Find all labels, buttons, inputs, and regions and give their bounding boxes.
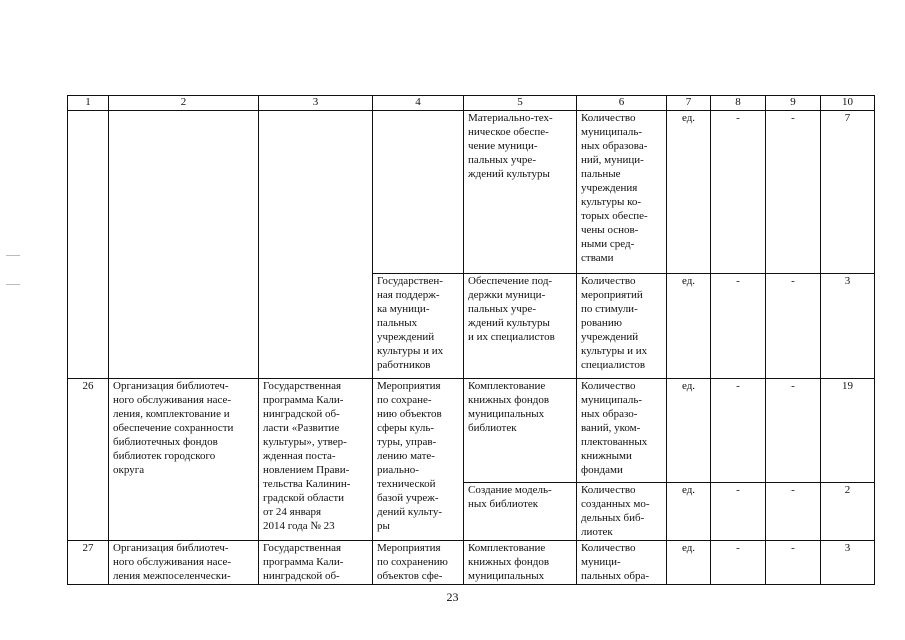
indicator-cell: Количество муници- пальных обра- xyxy=(577,541,667,585)
column-number: 6 xyxy=(577,96,667,111)
value-cell: - xyxy=(766,541,821,585)
direction-cell: Создание модель- ных библиотек xyxy=(464,483,577,541)
table-row xyxy=(68,379,875,483)
value-cell: 3 xyxy=(821,541,875,585)
value-cell: - xyxy=(766,274,821,379)
value-cell: - xyxy=(766,379,821,483)
activity-cell: Организация библиотеч- ного обслуживания насе- ления межпоселенчески- xyxy=(109,541,259,585)
direction-cell: Обеспечение под- держки муници- пальных учре- ждений культуры и их специалистов xyxy=(464,274,577,379)
column-number: 2 xyxy=(109,96,259,111)
page-number: 23 xyxy=(446,590,459,604)
value-cell: 19 xyxy=(821,379,875,483)
column-number-row xyxy=(68,96,875,111)
direction-cell: Комплектование книжных фондов муниципальных xyxy=(464,541,577,585)
column-number: 8 xyxy=(711,96,766,111)
activity-cell xyxy=(109,111,259,379)
scan-edge-mark xyxy=(6,284,20,285)
column-number: 1 xyxy=(68,96,109,111)
value-cell: - xyxy=(766,483,821,541)
program-cell: Государственная программа Кали- нинградской об- xyxy=(259,541,373,585)
measure-cell: Государствен- ная поддерж- ка муници- пальных учреждений культуры и их работников xyxy=(373,274,464,379)
unit-cell: ед. xyxy=(667,379,711,483)
scan-edge-mark xyxy=(6,255,20,256)
column-number: 9 xyxy=(766,96,821,111)
row-number-cell: 27 xyxy=(68,541,109,585)
indicator-cell: Количество мероприятий по стимули- рованию учреждений культуры и их специалистов xyxy=(577,274,667,379)
unit-cell: ед. xyxy=(667,274,711,379)
value-cell: - xyxy=(711,274,766,379)
value-cell: - xyxy=(711,111,766,274)
direction-cell: Материально-тех- ническое обеспе- чение муници- пальных учре- ждений культуры xyxy=(464,111,577,274)
column-number: 3 xyxy=(259,96,373,111)
value-cell: - xyxy=(711,379,766,483)
indicator-cell: Количество созданных мо- дельных биб- лиотек xyxy=(577,483,667,541)
measure-cell: Мероприятия по сохранению объектов сфе- xyxy=(373,541,464,585)
indicator-cell: Количество муниципаль- ных образова- ний, муници- пальные учреждения культуры ко- торых обеспе- чены основ- ными сред- ствами xyxy=(577,111,667,274)
row-number-cell xyxy=(68,111,109,379)
indicator-cell: Количество муниципаль- ных образо- ваний, уком- плектованных книжными фондами xyxy=(577,379,667,483)
column-number: 10 xyxy=(821,96,875,111)
table-row xyxy=(68,541,875,585)
unit-cell: ед. xyxy=(667,483,711,541)
column-number: 4 xyxy=(373,96,464,111)
value-cell: - xyxy=(766,111,821,274)
value-cell: 2 xyxy=(821,483,875,541)
table-row xyxy=(68,111,875,274)
value-cell: - xyxy=(711,483,766,541)
value-cell: - xyxy=(711,541,766,585)
value-cell: 7 xyxy=(821,111,875,274)
measure-cell xyxy=(373,111,464,274)
column-number: 7 xyxy=(667,96,711,111)
unit-cell: ед. xyxy=(667,541,711,585)
program-table xyxy=(67,95,875,585)
measure-cell: Мероприятия по сохране- нию объектов сферы куль- туры, управ- лению мате- риально- технической базой учреж- дений культу- ры xyxy=(373,379,464,541)
direction-cell: Комплектование книжных фондов муниципальных библиотек xyxy=(464,379,577,483)
unit-cell: ед. xyxy=(667,111,711,274)
program-cell: Государственная программа Кали- нинградской об- ласти «Развитие культуры», утвер- жденная поста- новлением Прави- тельства Калинин- градской области от 24 января 2014 года № 23 xyxy=(259,379,373,541)
value-cell: 3 xyxy=(821,274,875,379)
activity-cell: Организация библиотеч- ного обслуживания насе- ления, комплектование и обеспечение сохранности библиотечных фондов библиотек городского округа xyxy=(109,379,259,541)
row-number-cell: 26 xyxy=(68,379,109,541)
column-number: 5 xyxy=(464,96,577,111)
program-cell xyxy=(259,111,373,379)
